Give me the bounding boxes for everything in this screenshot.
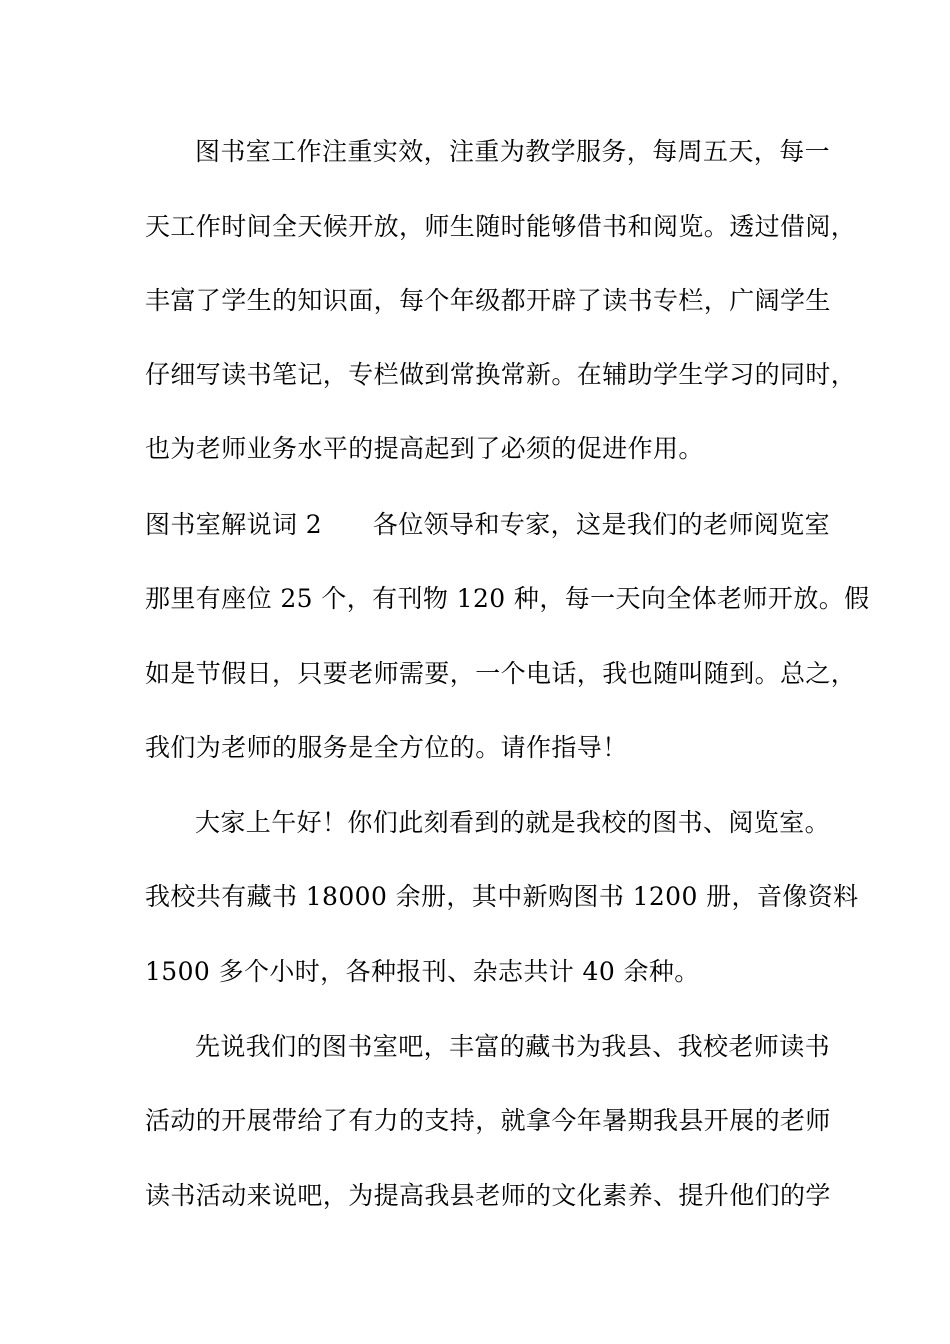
paragraph-line: 丰富了学生的知识面，每个年级都开辟了读书专栏，广阔学生 [145, 286, 831, 315]
paragraph-line: 天工作时间全天候开放，师生随时能够借书和阅览。透过借阅， [145, 212, 857, 241]
section-heading-line: 图书室解说词 2 各位领导和专家，这是我们的老师阅览室 [145, 510, 831, 539]
paragraph-line: 先说我们的图书室吧，丰富的藏书为我县、我校老师读书 [195, 1032, 831, 1061]
paragraph-line: 如是节假日，只要老师需要，一个电话，我也随叫随到。总之， [145, 659, 857, 688]
paragraph-line: 活动的开展带给了有力的支持，就拿今年暑期我县开展的老师 [145, 1106, 831, 1135]
paragraph-line: 大家上午好！你们此刻看到的就是我校的图书、阅览室。 [195, 808, 831, 837]
paragraph-line: 我校共有藏书 18000 余册，其中新购图书 1200 册，音像资料 [145, 882, 859, 911]
paragraph-line: 那里有座位 25 个，有刊物 120 种，每一天向全体老师开放。假 [145, 584, 870, 613]
paragraph-line: 图书室工作注重实效，注重为教学服务，每周五天，每一 [195, 137, 831, 166]
paragraph-line: 仔细写读书笔记，专栏做到常换常新。在辅助学生学习的同时， [145, 360, 857, 389]
paragraph-line: 我们为老师的服务是全方位的。请作指导！ [145, 733, 628, 762]
paragraph-line: 读书活动来说吧，为提高我县老师的文化素养、提升他们的学 [145, 1181, 831, 1210]
paragraph-line: 也为老师业务水平的提高起到了必须的促进作用。 [145, 434, 704, 463]
paragraph-line: 1500 多个小时，各种报刊、杂志共计 40 余种。 [145, 957, 700, 986]
